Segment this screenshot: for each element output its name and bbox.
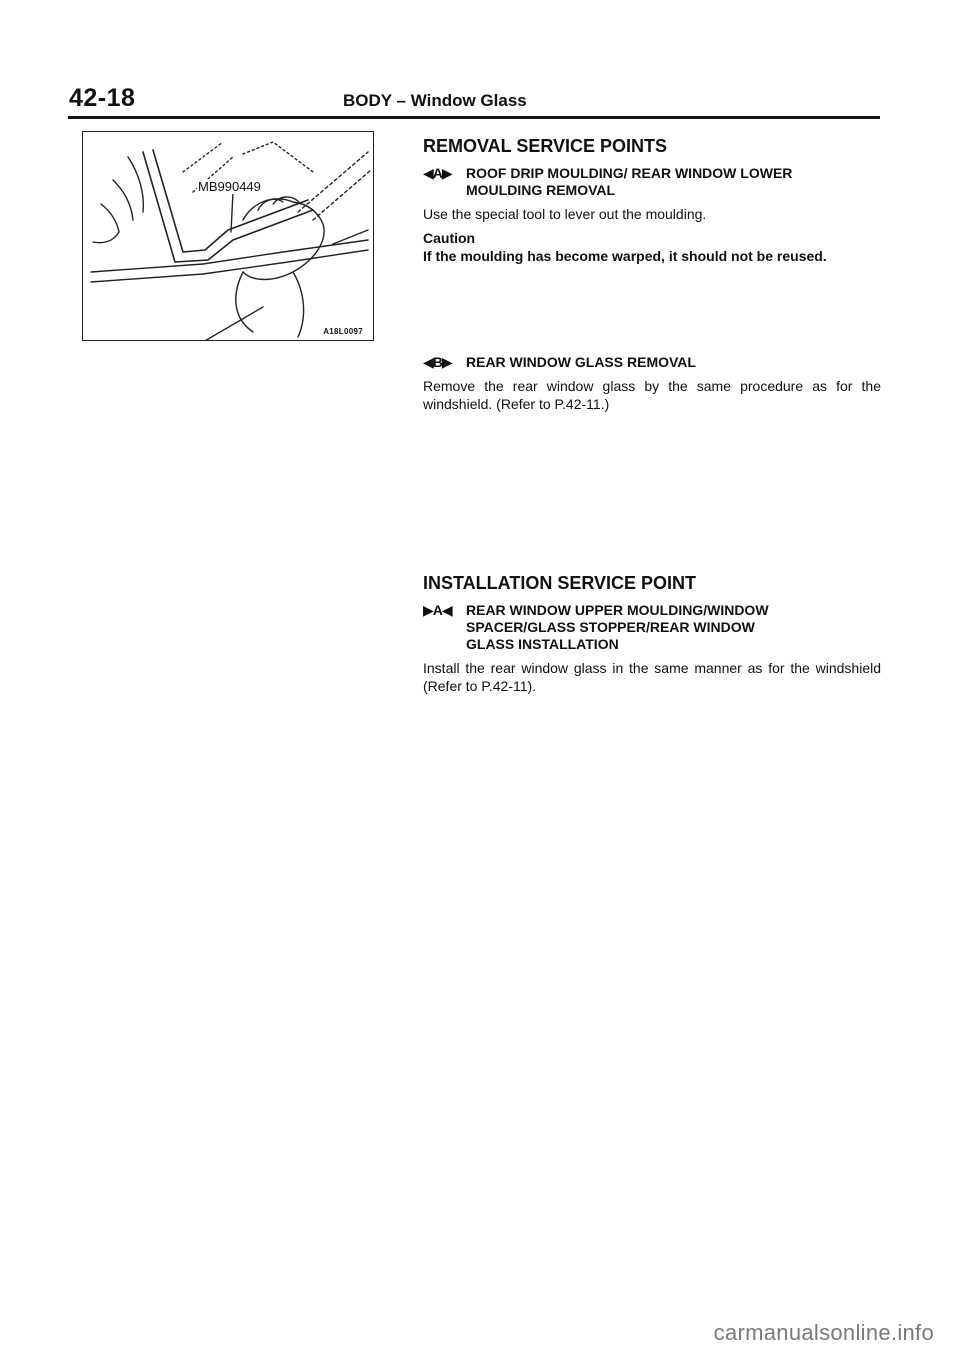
removal-b-heading: REAR WINDOW GLASS REMOVAL bbox=[466, 354, 696, 370]
installation-a-heading-line2: SPACER/GLASS STOPPER/REAR WINDOW bbox=[466, 619, 755, 635]
special-tool-label: MB990449 bbox=[198, 179, 261, 194]
removal-a-marker: ◀A▶ bbox=[423, 165, 452, 181]
removal-item-a-heading bbox=[423, 165, 881, 199]
removal-item-b bbox=[423, 354, 881, 413]
watermark: carmanualsonline.info bbox=[713, 1320, 934, 1345]
installation-a-heading-line3: GLASS INSTALLATION bbox=[466, 636, 619, 652]
caution-label: Caution bbox=[423, 230, 476, 246]
moulding-removal-illustration bbox=[83, 132, 374, 341]
installation-item-a-heading bbox=[423, 602, 881, 653]
installation-section bbox=[423, 573, 881, 695]
page-title: BODY – Window Glass bbox=[343, 91, 527, 110]
removal-section bbox=[423, 136, 881, 265]
removal-a-text: Use the special tool to lever out the moulding. bbox=[423, 206, 707, 222]
installation-a-text: Install the rear window glass in the same manner as for the windshield (Refer to P.42-11). bbox=[423, 660, 881, 694]
illustration-figure bbox=[82, 131, 374, 341]
figure-code: A18L0097 bbox=[323, 327, 363, 336]
removal-a-heading-line2: MOULDING REMOVAL bbox=[466, 182, 616, 198]
caution-text: If the moulding has become warped, it should not be reused. bbox=[423, 248, 827, 264]
installation-a-heading-line1: REAR WINDOW UPPER MOULDING/WINDOW bbox=[466, 602, 769, 618]
removal-b-marker: ◀B▶ bbox=[423, 354, 452, 370]
removal-b-text: Remove the rear window glass by the same procedure as for the windshield. (Refer to P.42-11.) bbox=[423, 378, 881, 412]
installation-a-marker: ▶A◀ bbox=[423, 602, 452, 618]
page-number: 42-18 bbox=[69, 84, 136, 112]
removal-a-heading-line1: ROOF DRIP MOULDING/ REAR WINDOW LOWER bbox=[466, 165, 793, 181]
removal-section-title: REMOVAL SERVICE POINTS bbox=[423, 136, 668, 156]
header-divider bbox=[68, 116, 880, 119]
installation-section-title: INSTALLATION SERVICE POINT bbox=[423, 573, 697, 593]
removal-item-b-heading bbox=[423, 354, 881, 371]
